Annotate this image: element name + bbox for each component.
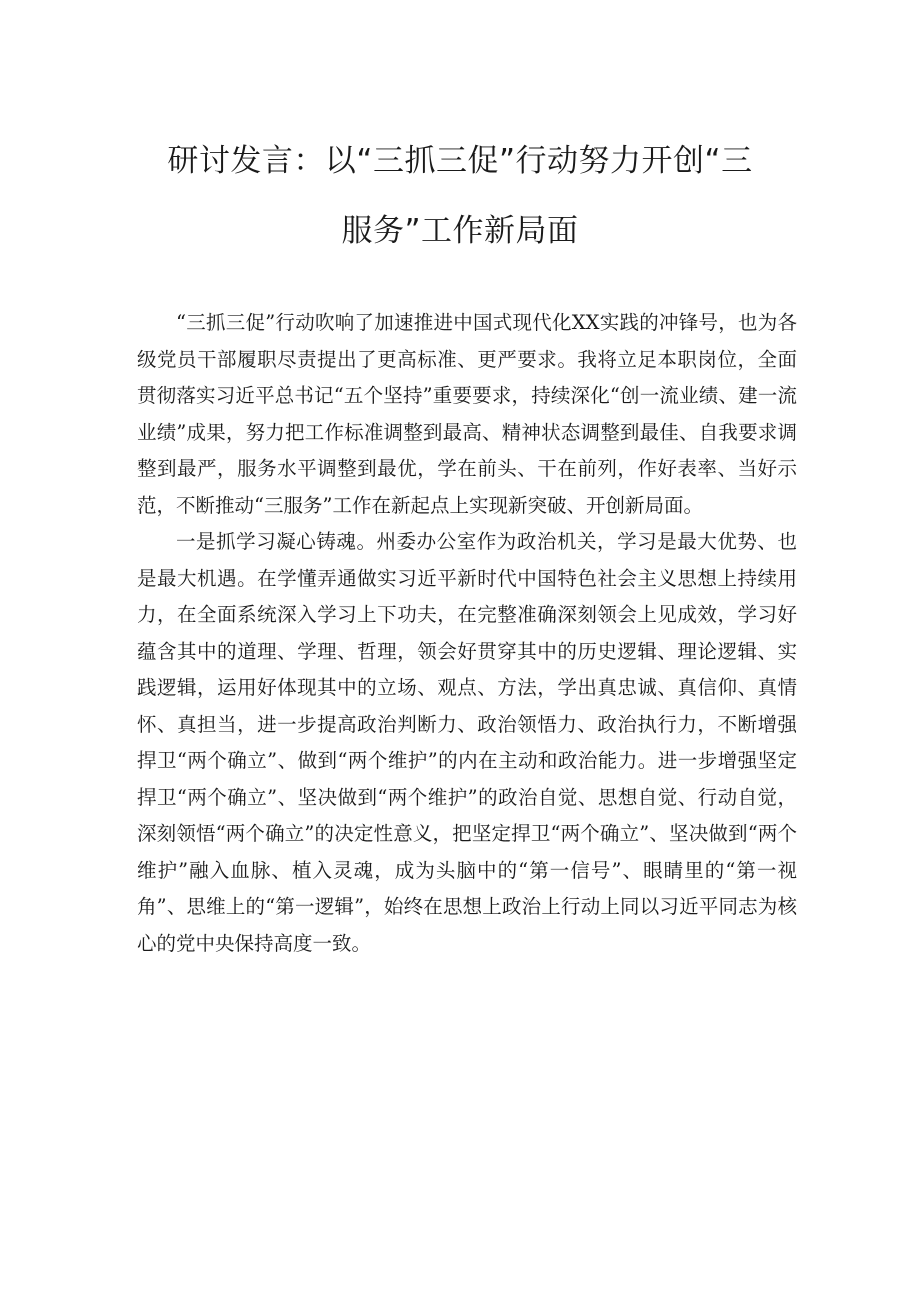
body-paragraph-2: 一是抓学习凝心铸魂。州委办公室作为政治机关，学习是最大优势、也是最大机遇。在学懂弄通做实习近平新时代中国特色社会主义思想上持续用力，在全面系统深入学习上下功夫，在完整准确深刻领会上见成效，学习好蕴含其中的道理、学理、哲理，领会好贯穿其中的历史逻辑、理论逻辑、实践逻辑，运用好体现其中的立场、观点、方法，学出真忠诚、真信仰、真情怀、真担当，进一步提高政治判断力、政治领悟力、政治执行力，不断增强捍卫“两个确立”、做到“两个维护”的内在主动和政治能力。进一步增强坚定捍卫“两个确立”、坚决做到“两个维护”的政治自觉、思想自觉、行动自觉，深刻领悟“两个确立”的决定性意义，把坚定捍卫“两个确立”、坚决做到“两个维护”融入血脉、植入灵魂，成为头脑中的“第一信号”、眼睛里的“第一视角”、思维上的“第一逻辑”，始终在思想上政治上行动上同以习近平同志为核心的党中央保持高度一致。 [137, 530, 797, 955]
document-title-line-1: 研讨发言：以“三抓三促”行动努力开创“三 [167, 143, 753, 179]
document-title-line-2: 服务”工作新局面 [341, 213, 579, 249]
document-body [137, 305, 797, 962]
body-paragraph-1: “三抓三促”行动吹响了加速推进中国式现代化XX实践的冲锋号，也为各级党员干部履职尽责提出了更高标准、更严要求。我将立足本职岗位，全面贯彻落实习近平总书记“五个坚持”重要要求，持续深化“创一流业绩、建一流业绩”成果，努力把工作标准调整到最高、精神状态调整到最佳、自我要求调整到最严，服务水平调整到最优，学在前头、干在前列，作好表率、当好示范，不断推动“三服务”工作在新起点上实现新突破、开创新局面。 [137, 311, 797, 517]
